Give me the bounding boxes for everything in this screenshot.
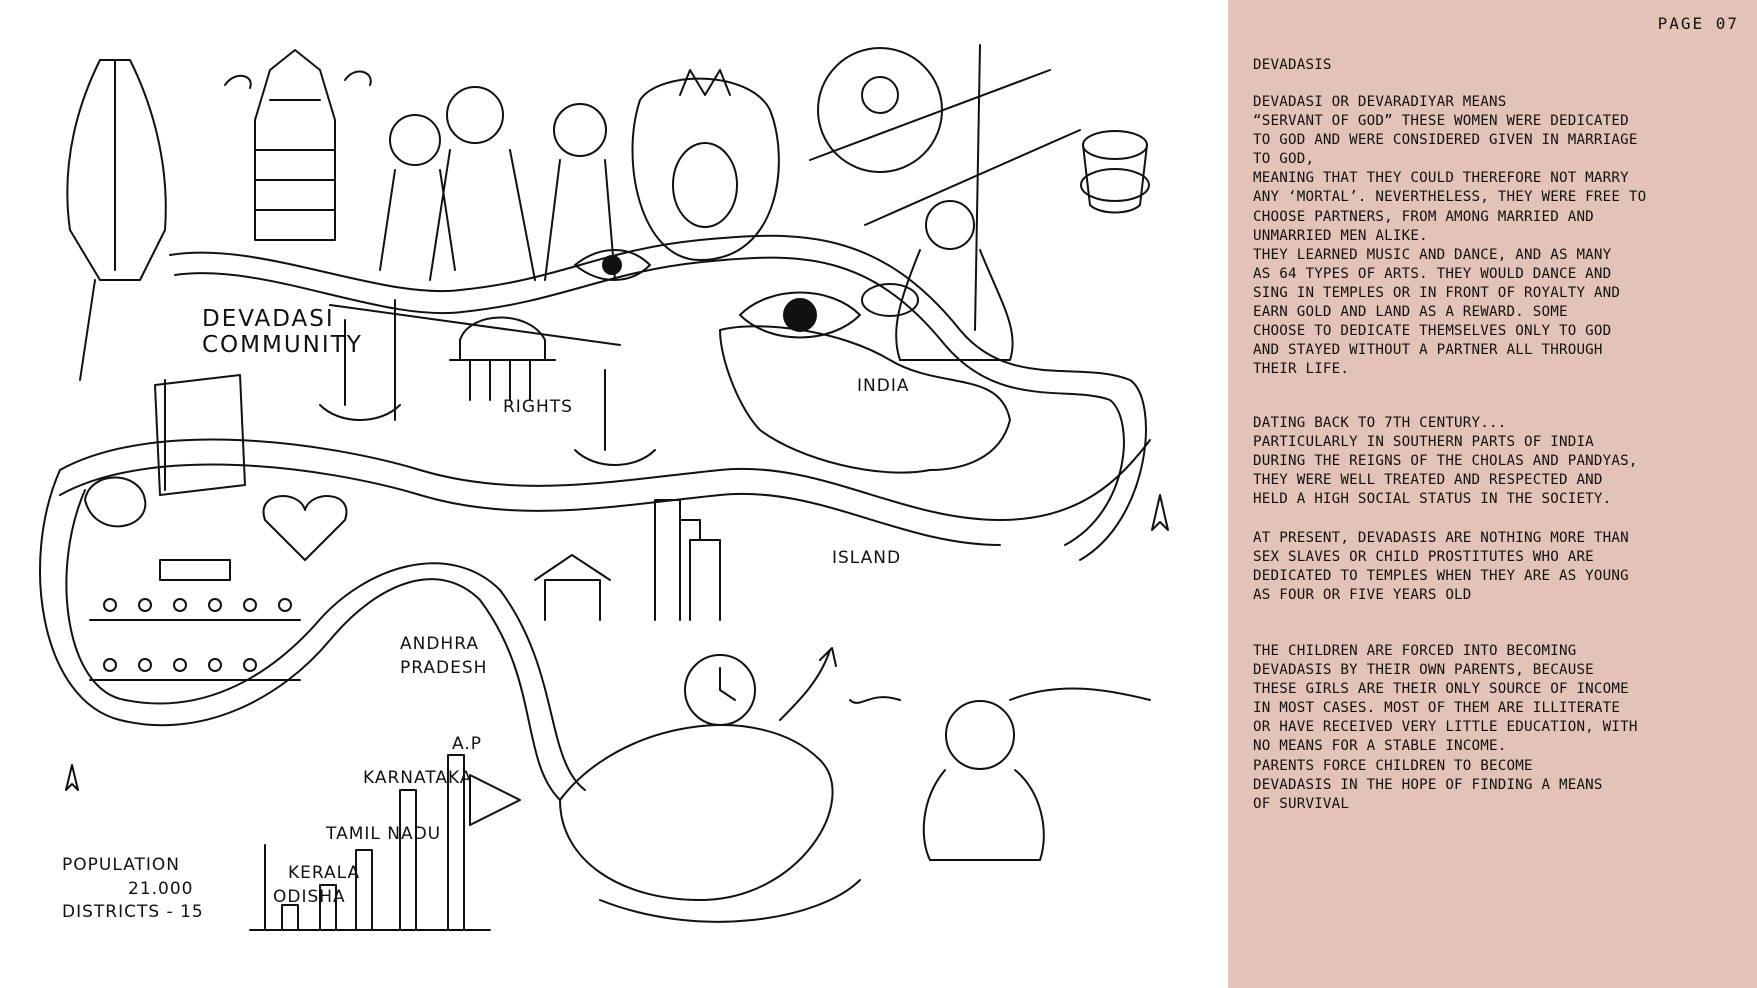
temple-icon bbox=[225, 50, 371, 240]
population-label: POPULATION bbox=[62, 855, 180, 875]
community-label: DEVADASI COMMUNITY bbox=[202, 306, 363, 358]
praying-hands-icon bbox=[67, 60, 165, 380]
ap-label: A.P bbox=[452, 734, 482, 754]
goddess-face-icon bbox=[633, 70, 779, 260]
odisha-label: ODISHA bbox=[273, 887, 346, 907]
book-icon bbox=[155, 375, 245, 495]
island-label: ISLAND bbox=[832, 548, 902, 568]
paragraph-4: THE CHILDREN ARE FORCED INTO BECOMING DEVADASIS BY THEIR OWN PARENTS, BECAUSE THESE GIRLS ARE THEIR ONLY SOURCE OF INCOME IN MOST CASES. MOST OF THEM ARE ILLITERATE OR HAVE RECEIVED VERY LITTLE EDUCATION, WITH NO MEANS FOR A STABLE INCOME. PARENTS FORCE CHILDREN TO BECOME DEVADASIS IN THE HOPE OF FINDING A MEANS OF SURVIVAL bbox=[1253, 643, 1638, 812]
paragraph-3: AT PRESENT, DEVADASIS ARE NOTHING MORE THAN SEX SLAVES OR CHILD PROSTITUTES WHO ARE DEDICATED TO TEMPLES WHEN THEY ARE AS YOUNG AS FOUR OR FIVE YEARS OLD bbox=[1253, 530, 1629, 604]
parliament-dome-icon bbox=[450, 318, 555, 401]
women-figures-icon bbox=[380, 87, 615, 280]
heart-icon bbox=[264, 496, 347, 560]
text-panel bbox=[1228, 0, 1757, 988]
paragraph-1: DEVADASI OR DEVARADIYAR MEANS “SERVANT OF GOD” THESE WOMEN WERE DEDICATED TO GOD AND WERE CONSIDERED GIVEN IN MARRIAGE TO GOD, MEANING THAT THEY COULD THEREFORE NOT MARRY ANY ‘MORTAL’. NEVERTHELESS, THEY WERE FREE TO CHOOSE PARTNERS, FROM AMONG MARRIED AND UNMARRIED MEN ALIKE. THEY LEARNED MUSIC AND DANCE, AND AS MANY AS 64 TYPES OF ARTS. THEY WOULD DANCE AND SING IN TEMPLES OR IN FRONT OF ROYALTY AND EARN GOLD AND LAND AS A REWARD. SOME CHOOSE TO DEDICATE THEMSELVES ONLY TO GOD AND STAYED WITHOUT A PARTNER ALL THROUGH THEIR LIFE. bbox=[1253, 94, 1647, 378]
kerala-label: KERALA bbox=[288, 863, 361, 883]
compass-icon bbox=[66, 495, 1168, 790]
india-map-icon bbox=[720, 326, 1010, 472]
pagoda-icon bbox=[535, 555, 610, 620]
clock-icon bbox=[685, 655, 755, 725]
buildings-icon bbox=[655, 500, 720, 620]
districts-label: DISTRICTS - 15 bbox=[62, 902, 204, 922]
people-chain-icon bbox=[90, 560, 300, 680]
page-number: PAGE 07 bbox=[1657, 14, 1739, 33]
woman-hair-icon bbox=[850, 688, 1150, 860]
karnataka-label: KARNATAKA bbox=[363, 768, 473, 788]
tamil-nadu-label: TAMIL NADU bbox=[326, 824, 442, 844]
flute-icon bbox=[810, 45, 1080, 330]
rights-label: RIGHTS bbox=[503, 397, 573, 417]
brain-icon bbox=[85, 478, 145, 527]
andhra-pradesh-label: ANDHRA PRADESH bbox=[400, 634, 488, 678]
paragraph-2: DATING BACK TO 7TH CENTURY... PARTICULARLY IN SOUTHERN PARTS OF INDIA DURING THE REIGNS OF THE CHOLAS AND PANDYAS, THEY WERE WELL TREATED AND RESPECTED AND HELD A HIGH SOCIAL STATUS IN THE SOCIETY. bbox=[1253, 415, 1638, 508]
panel-heading: DEVADASIS bbox=[1253, 57, 1332, 73]
india-label: INDIA bbox=[857, 376, 910, 396]
eye-icon bbox=[575, 250, 860, 338]
population-value: 21.000 bbox=[128, 879, 194, 899]
